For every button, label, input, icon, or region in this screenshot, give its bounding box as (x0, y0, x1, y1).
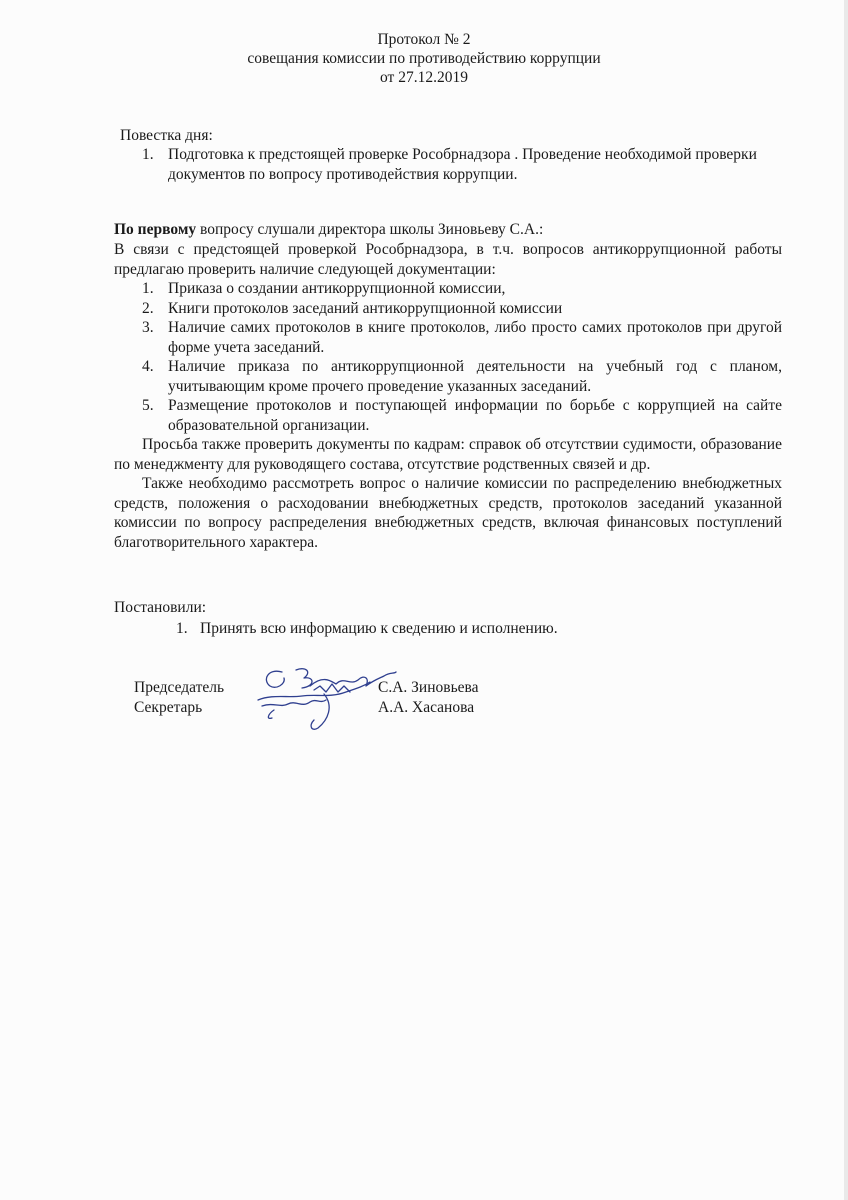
first-question-body (114, 240, 782, 552)
hr-documents-paragraph: Просьба также проверить документы по кадрам: справок об отсутствии судимости, образование по менеджменту для руководящего состава, отсутствие родственных связей и др. (114, 436, 782, 473)
checklist-item-number: 2. (142, 299, 154, 317)
checklist-item-number: 1. (142, 280, 154, 297)
document-checklist (142, 279, 782, 435)
first-question-intro: В связи с предстоящей проверкой Рособрнадзора, в т.ч. вопросов антикоррупционной работы предлагаю проверить наличие следующей документации: (114, 241, 782, 278)
checklist-item (142, 299, 782, 319)
checklist-item (142, 396, 782, 435)
checklist-item-number: 3. (142, 319, 154, 336)
document-header (0, 30, 848, 87)
chair-role: Председатель (134, 679, 225, 696)
resolution-item-text: Принять всю информацию к сведению и исполнению. (200, 620, 558, 637)
resolution-item-number: 1. (176, 620, 188, 637)
checklist-item-text: Размещение протоколов и поступающей информации по борьбе с коррупцией на сайте образовательной организации. (168, 397, 782, 434)
checklist-item (142, 279, 782, 299)
checklist-item (142, 357, 782, 396)
first-question-rest: вопросу слушали директора школы Зиновьеву С.А.: (196, 221, 544, 238)
secretary-signature-line (134, 698, 734, 718)
agenda-label: Повестка дня: (120, 127, 213, 144)
checklist-item-text: Наличие приказа по антикоррупционной деятельности на учебный год с планом, учитывающим кроме прочего проведение указанных заседаний. (168, 358, 782, 395)
first-question-heading (114, 220, 543, 240)
chair-name: С.А. Зиновьева (378, 679, 479, 696)
resolution-list (176, 619, 736, 639)
resolution-item (176, 619, 736, 639)
agenda-list (142, 145, 782, 184)
resolution-label: Постановили: (114, 599, 207, 616)
handwritten-signatures (254, 664, 404, 736)
secretary-name: А.А. Хасанова (378, 699, 475, 716)
protocol-title: Протокол № 2 (377, 31, 471, 48)
checklist-item-text: Книги протоколов заседаний антикоррупционной комиссии (168, 299, 563, 317)
extrabudget-paragraph: Также необходимо рассмотреть вопрос о наличие комиссии по распределению внебюджетных средств, положения о расходовании внебюджетных средств, протоколов заседаний указанной комиссии по вопросу распределения внебюджетных средств, включая финансовых поступлений благотворительного характера. (114, 475, 782, 551)
checklist-item-number: 5. (142, 397, 154, 414)
protocol-date: от 27.12.2019 (380, 69, 468, 86)
first-question-bold: По первому (114, 221, 197, 238)
checklist-item-text: Приказа о создании антикоррупционной комиссии, (168, 280, 506, 297)
agenda-item-number: 1. (142, 146, 154, 163)
chair-signature-line (134, 678, 734, 698)
protocol-subtitle: совещания комиссии по противодействию коррупции (247, 50, 601, 67)
agenda-item (142, 145, 782, 184)
secretary-role: Секретарь (134, 699, 203, 716)
checklist-item (142, 318, 782, 357)
scan-edge-shadow (844, 0, 848, 1200)
checklist-item-number: 4. (142, 358, 154, 375)
checklist-item-text: Наличие самих протоколов в книге протоколов, либо просто самих протоколов при другой форме учета заседаний. (168, 319, 782, 356)
agenda-item-text: Подготовка к предстоящей проверке Рособрнадзора . Проведение необходимой проверки документов по вопросу противодействия коррупции. (168, 146, 757, 183)
